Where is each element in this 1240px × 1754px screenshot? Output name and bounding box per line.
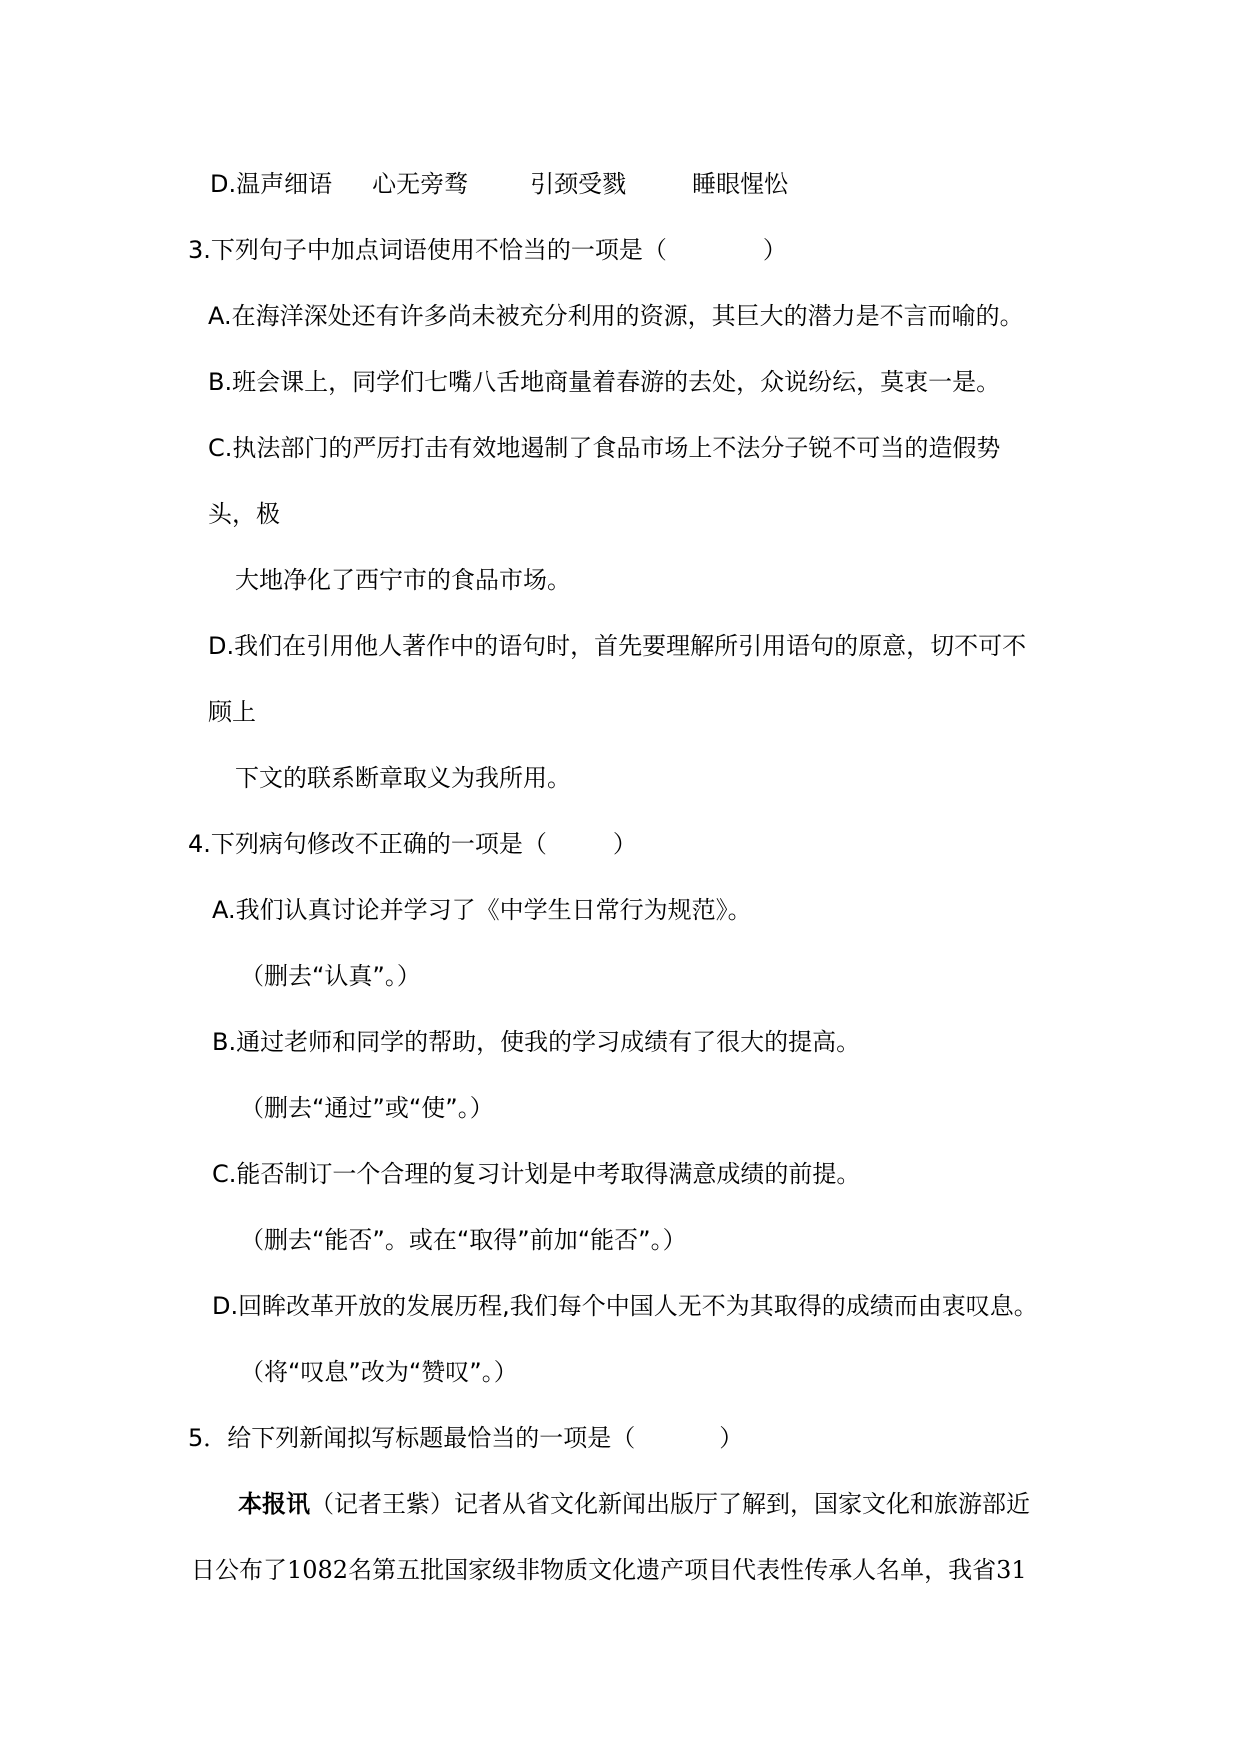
q4-stem	[188, 827, 637, 861]
q5-news-line-2: 日公布了1082名第五批国家级非物质文化遗产项目代表性传承人名单，我省31	[191, 1556, 1027, 1584]
q3-stem-close: ）	[762, 236, 787, 264]
q4-option-d-fix: （将“叹息”改为“赞叹”。）	[240, 1358, 518, 1386]
q3-option-c-line-2: 头，极	[208, 500, 280, 528]
q3-stem	[188, 233, 787, 267]
q3-option-a: A.在海洋深处还有许多尚未被充分利用的资源，其巨大的潜力是不言而喻的。	[208, 302, 1024, 330]
q3-option-d-line-3: 下文的联系断章取义为我所用。	[235, 764, 571, 792]
q4-stem-close: ）	[612, 830, 637, 858]
q5-news-lead: 本报讯	[238, 1489, 310, 1518]
q3-option-b: B.班会课上，同学们七嘴八舌地商量着春游的去处，众说纷纭，莫衷一是。	[208, 368, 1001, 396]
q4-option-c-fix: （删去“能否”。或在“取得”前加“能否”。）	[240, 1226, 687, 1254]
q3-option-c-line-3: 大地净化了西宁市的食品市场。	[235, 566, 571, 594]
q4-option-a: A.我们认真讨论并学习了《中学生日常行为规范》。	[212, 896, 752, 924]
q3-stem-text: 3.下列句子中加点词语使用不恰当的一项是（	[188, 236, 667, 264]
q4-option-c: C.能否制订一个合理的复习计划是中考取得满意成绩的前提。	[212, 1160, 861, 1188]
q5-stem	[188, 1421, 743, 1455]
q3-option-c-line-1: C.执法部门的严厉打击有效地遏制了食品市场上不法分子锐不可当的造假势	[208, 434, 1001, 462]
q4-option-b-fix: （删去“通过”或“使”。）	[240, 1094, 494, 1122]
q5-stem-close: ）	[719, 1424, 744, 1452]
q2-word-1: 温声细语	[236, 170, 333, 198]
q5-stem-text: 5．给下列新闻拟写标题最恰当的一项是（	[188, 1424, 636, 1452]
q5-news-line-1	[238, 1487, 1030, 1521]
q4-option-a-fix: （删去“认真”。）	[240, 962, 421, 990]
q5-news-line-1-text: （记者王紫）记者从省文化新闻出版厅了解到，国家文化和旅游部近	[310, 1490, 1030, 1518]
q4-stem-text: 4.下列病句修改不正确的一项是（	[188, 830, 547, 858]
q2-option-d-label: D.	[210, 170, 237, 198]
q4-option-d: D.回眸改革开放的发展历程,我们每个中国人无不为其取得的成绩而由衷叹息。	[212, 1292, 1038, 1320]
q3-option-d-line-2: 顾上	[208, 698, 256, 726]
q2-word-3: 引颈受戮	[530, 170, 627, 198]
q3-option-d-line-1: D.我们在引用他人著作中的语句时，首先要理解所引用语句的原意，切不可不	[208, 632, 1027, 660]
q2-word-2: 心无旁骛	[372, 170, 469, 198]
q2-option-d	[210, 167, 788, 201]
q2-word-4: 睡眼惺忪	[692, 170, 789, 198]
q4-option-b: B.通过老师和同学的帮助，使我的学习成绩有了很大的提高。	[212, 1028, 861, 1056]
